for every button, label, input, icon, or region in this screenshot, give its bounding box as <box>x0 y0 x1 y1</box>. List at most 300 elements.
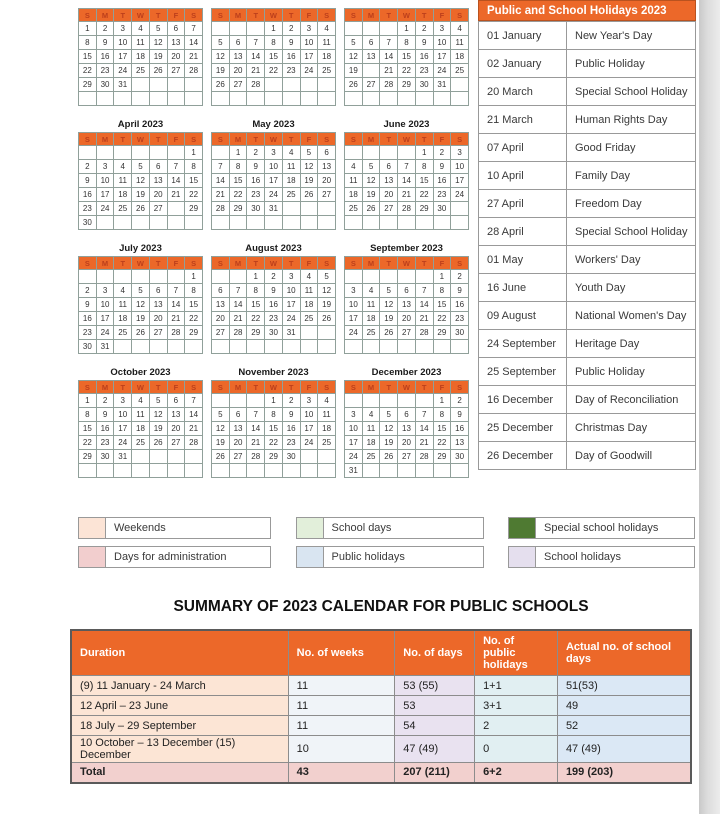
month-table <box>78 256 203 354</box>
day-cell: 3 <box>300 394 318 408</box>
day-cell: 17 <box>114 50 132 64</box>
day-cell: 10 <box>96 298 114 312</box>
summary-cell: 47 (49) <box>395 736 475 763</box>
day-cell: 5 <box>318 270 336 284</box>
day-cell: 6 <box>398 408 416 422</box>
day-cell: 20 <box>398 436 416 450</box>
summary-row <box>71 696 691 716</box>
legend-label: Special school holidays <box>536 517 695 539</box>
day-cell <box>282 78 300 92</box>
day-cell <box>282 202 300 216</box>
day-cell <box>247 394 265 408</box>
day-cell: 12 <box>362 174 380 188</box>
day-cell: 2 <box>282 22 300 36</box>
day-cell: 1 <box>185 146 203 160</box>
day-cell: 18 <box>362 312 380 326</box>
day-cell <box>79 92 97 106</box>
weekday-header: W <box>132 257 150 270</box>
day-cell: 22 <box>433 312 451 326</box>
day-cell: 28 <box>167 202 185 216</box>
day-cell: 14 <box>185 36 203 50</box>
day-cell: 4 <box>282 146 300 160</box>
day-cell: 23 <box>282 436 300 450</box>
summary-row <box>71 736 691 763</box>
day-cell <box>415 270 433 284</box>
day-cell: 28 <box>398 202 416 216</box>
day-cell: 18 <box>132 50 150 64</box>
day-cell: 29 <box>398 78 416 92</box>
day-cell: 23 <box>96 436 114 450</box>
day-cell: 22 <box>229 188 247 202</box>
summary-cell: 10 <box>288 736 395 763</box>
day-cell <box>318 92 336 106</box>
day-cell: 5 <box>380 284 398 298</box>
day-cell: 22 <box>415 188 433 202</box>
day-cell: 7 <box>185 22 203 36</box>
day-cell <box>114 216 132 230</box>
day-cell: 22 <box>79 436 97 450</box>
day-cell: 22 <box>79 64 97 78</box>
day-cell: 5 <box>212 36 230 50</box>
weekday-header: F <box>300 257 318 270</box>
day-cell: 29 <box>79 78 97 92</box>
day-cell: 14 <box>185 408 203 422</box>
day-cell: 9 <box>415 36 433 50</box>
day-cell: 3 <box>345 284 363 298</box>
day-cell: 24 <box>345 450 363 464</box>
day-cell: 30 <box>247 202 265 216</box>
day-cell: 27 <box>212 326 230 340</box>
day-cell: 25 <box>132 436 150 450</box>
day-cell: 1 <box>398 22 416 36</box>
day-cell: 11 <box>451 36 469 50</box>
day-cell: 6 <box>380 160 398 174</box>
day-cell: 26 <box>132 326 150 340</box>
day-cell: 31 <box>282 326 300 340</box>
weekday-header: S <box>185 133 203 146</box>
holiday-date: 25 December <box>479 414 567 442</box>
day-cell: 7 <box>398 160 416 174</box>
day-cell <box>96 464 114 478</box>
day-cell: 15 <box>79 50 97 64</box>
day-cell: 19 <box>300 174 318 188</box>
day-cell: 29 <box>415 202 433 216</box>
day-cell: 3 <box>265 146 283 160</box>
month-table <box>344 256 469 354</box>
day-cell: 4 <box>114 284 132 298</box>
weekday-header: S <box>451 381 469 394</box>
weekday-header: F <box>167 133 185 146</box>
day-cell <box>247 340 265 354</box>
day-cell: 17 <box>265 174 283 188</box>
day-cell: 17 <box>282 298 300 312</box>
summary-header: No. of public holidays <box>475 630 558 676</box>
weekday-header: T <box>380 133 398 146</box>
day-cell: 4 <box>318 394 336 408</box>
holiday-name: Christmas Day <box>567 414 696 442</box>
day-cell <box>185 340 203 354</box>
summary-total-row <box>71 763 691 783</box>
legend-label: School days <box>324 517 484 539</box>
day-cell <box>451 464 469 478</box>
day-cell <box>451 78 469 92</box>
summary-header: No. of weeks <box>288 630 395 676</box>
day-cell: 10 <box>300 36 318 50</box>
month-2 <box>211 8 336 106</box>
day-cell: 30 <box>451 326 469 340</box>
day-cell: 2 <box>79 284 97 298</box>
day-cell: 19 <box>345 64 363 78</box>
day-cell: 28 <box>212 202 230 216</box>
day-cell: 13 <box>167 36 185 50</box>
weekday-header: M <box>362 133 380 146</box>
month-title: July 2023 <box>119 243 162 254</box>
day-cell: 22 <box>265 436 283 450</box>
summary-row <box>71 716 691 736</box>
summary-header: Duration <box>71 630 288 676</box>
day-cell: 10 <box>300 408 318 422</box>
day-cell: 14 <box>229 298 247 312</box>
day-cell: 22 <box>398 64 416 78</box>
day-cell <box>149 450 167 464</box>
day-cell: 15 <box>185 174 203 188</box>
day-cell: 18 <box>318 422 336 436</box>
day-cell <box>167 78 185 92</box>
day-cell: 15 <box>79 422 97 436</box>
day-cell: 10 <box>282 284 300 298</box>
holiday-name: Heritage Day <box>567 330 696 358</box>
weekday-header: M <box>96 381 114 394</box>
holiday-date: 01 May <box>479 246 567 274</box>
day-cell: 12 <box>212 50 230 64</box>
day-cell: 27 <box>229 78 247 92</box>
day-cell: 19 <box>318 298 336 312</box>
month-title: December 2023 <box>371 367 442 378</box>
weekday-header: T <box>282 381 300 394</box>
holidays-table <box>478 21 696 470</box>
day-cell: 16 <box>282 422 300 436</box>
day-cell: 4 <box>362 408 380 422</box>
day-cell <box>114 92 132 106</box>
day-cell <box>132 78 150 92</box>
day-cell: 1 <box>229 146 247 160</box>
summary-cell: 43 <box>288 763 395 783</box>
day-cell: 8 <box>398 36 416 50</box>
day-cell: 5 <box>345 36 363 50</box>
holiday-date: 07 April <box>479 134 567 162</box>
day-cell <box>96 92 114 106</box>
day-cell <box>167 146 185 160</box>
summary-head-row <box>71 630 691 676</box>
day-cell <box>265 464 283 478</box>
holiday-name: Public Holiday <box>567 50 696 78</box>
weekday-header: W <box>132 9 150 22</box>
weekday-header: T <box>282 133 300 146</box>
day-cell: 8 <box>185 160 203 174</box>
holiday-row <box>479 302 696 330</box>
day-cell: 31 <box>265 202 283 216</box>
day-cell: 9 <box>96 36 114 50</box>
summary-cell: 6+2 <box>475 763 558 783</box>
day-cell <box>229 394 247 408</box>
holiday-name: Freedom Day <box>567 190 696 218</box>
day-cell: 2 <box>451 270 469 284</box>
holiday-name: Day of Goodwill <box>567 442 696 470</box>
month-title: June 2023 <box>383 119 430 130</box>
day-cell: 19 <box>362 188 380 202</box>
day-cell: 16 <box>79 312 97 326</box>
day-cell: 7 <box>212 160 230 174</box>
summary-cell: 12 April – 23 June <box>71 696 288 716</box>
day-cell: 30 <box>79 340 97 354</box>
day-cell: 5 <box>132 284 150 298</box>
day-cell: 16 <box>79 188 97 202</box>
day-cell: 9 <box>265 284 283 298</box>
day-cell <box>149 146 167 160</box>
month-8 <box>211 242 336 354</box>
day-cell: 9 <box>79 174 97 188</box>
legend-label: School holidays <box>536 546 695 568</box>
weekday-header: W <box>265 9 283 22</box>
month-11 <box>211 366 336 478</box>
day-cell: 3 <box>300 22 318 36</box>
day-cell: 25 <box>318 436 336 450</box>
day-cell <box>318 78 336 92</box>
weekday-header: S <box>318 9 336 22</box>
month-title: September 2023 <box>370 243 443 254</box>
holiday-date: 21 March <box>479 106 567 134</box>
day-cell <box>185 216 203 230</box>
day-cell: 11 <box>114 298 132 312</box>
day-cell: 29 <box>229 202 247 216</box>
day-cell: 10 <box>345 422 363 436</box>
holiday-date: 27 April <box>479 190 567 218</box>
day-cell: 11 <box>318 408 336 422</box>
day-cell: 12 <box>132 174 150 188</box>
day-cell: 12 <box>318 284 336 298</box>
weekday-header: F <box>433 257 451 270</box>
day-cell: 11 <box>345 174 363 188</box>
day-cell <box>398 464 416 478</box>
day-cell: 2 <box>433 146 451 160</box>
month-10 <box>78 366 203 478</box>
day-cell: 23 <box>282 64 300 78</box>
day-cell <box>212 270 230 284</box>
day-cell: 15 <box>265 422 283 436</box>
legend-swatch <box>508 546 536 568</box>
summary-title: SUMMARY OF 2023 CALENDAR FOR PUBLIC SCHOOLS <box>173 598 589 615</box>
day-cell: 4 <box>114 160 132 174</box>
day-cell: 19 <box>380 436 398 450</box>
summary-cell: 11 <box>288 676 395 696</box>
month-table <box>211 132 336 230</box>
day-cell: 6 <box>212 284 230 298</box>
weekday-header: M <box>229 257 247 270</box>
day-cell: 19 <box>212 436 230 450</box>
day-cell: 18 <box>300 298 318 312</box>
day-cell: 16 <box>451 422 469 436</box>
day-cell: 13 <box>451 436 469 450</box>
day-cell: 28 <box>247 78 265 92</box>
legend-item <box>296 546 484 568</box>
weekday-header: M <box>96 133 114 146</box>
summary-cell: 3+1 <box>475 696 558 716</box>
day-cell <box>433 92 451 106</box>
day-cell <box>185 464 203 478</box>
holiday-row <box>479 50 696 78</box>
day-cell: 24 <box>96 326 114 340</box>
day-cell: 23 <box>79 326 97 340</box>
day-cell: 17 <box>96 188 114 202</box>
weekday-header: F <box>433 133 451 146</box>
day-cell: 18 <box>132 422 150 436</box>
day-cell: 15 <box>433 422 451 436</box>
weekday-header: S <box>345 257 363 270</box>
day-cell <box>114 464 132 478</box>
day-cell: 31 <box>345 464 363 478</box>
holidays-body <box>479 22 696 470</box>
weekday-header: W <box>265 381 283 394</box>
day-cell: 10 <box>265 160 283 174</box>
day-cell: 14 <box>380 50 398 64</box>
day-cell: 17 <box>345 312 363 326</box>
day-cell <box>300 78 318 92</box>
month-5 <box>211 118 336 230</box>
day-cell <box>362 92 380 106</box>
day-cell: 13 <box>318 160 336 174</box>
weekday-header: S <box>79 381 97 394</box>
day-cell: 26 <box>132 202 150 216</box>
holiday-date: 26 December <box>479 442 567 470</box>
day-cell: 29 <box>185 202 203 216</box>
weekday-header: W <box>398 9 416 22</box>
day-cell: 8 <box>247 284 265 298</box>
day-cell: 2 <box>79 160 97 174</box>
day-cell <box>318 202 336 216</box>
day-cell <box>229 22 247 36</box>
day-cell <box>114 146 132 160</box>
day-cell: 2 <box>96 394 114 408</box>
day-cell: 30 <box>96 450 114 464</box>
month-1 <box>78 8 203 106</box>
day-cell: 1 <box>265 394 283 408</box>
day-cell: 14 <box>167 298 185 312</box>
weekday-header: S <box>345 133 363 146</box>
weekday-header: S <box>318 257 336 270</box>
day-cell: 31 <box>96 340 114 354</box>
day-cell <box>451 92 469 106</box>
day-cell <box>282 340 300 354</box>
summary-cell: 10 October – 13 December (15) December <box>71 736 288 763</box>
day-cell <box>132 92 150 106</box>
holiday-row <box>479 78 696 106</box>
day-cell <box>229 340 247 354</box>
day-cell <box>96 146 114 160</box>
day-cell: 4 <box>132 22 150 36</box>
day-cell: 12 <box>212 422 230 436</box>
holiday-row <box>479 386 696 414</box>
day-cell <box>318 464 336 478</box>
weekday-header: T <box>282 257 300 270</box>
day-cell: 17 <box>300 50 318 64</box>
day-cell: 7 <box>185 394 203 408</box>
month-12 <box>344 366 469 478</box>
day-cell: 3 <box>433 22 451 36</box>
day-cell: 4 <box>345 160 363 174</box>
day-cell: 26 <box>212 78 230 92</box>
holiday-name: Youth Day <box>567 274 696 302</box>
month-3 <box>344 8 469 106</box>
holiday-row <box>479 134 696 162</box>
day-cell: 7 <box>415 408 433 422</box>
weekday-header: T <box>114 133 132 146</box>
day-cell: 25 <box>132 64 150 78</box>
weekday-header: M <box>229 9 247 22</box>
day-cell <box>212 146 230 160</box>
weekday-header: T <box>114 257 132 270</box>
day-cell <box>318 216 336 230</box>
day-cell: 13 <box>362 50 380 64</box>
legend-item <box>508 517 695 539</box>
day-cell: 10 <box>345 298 363 312</box>
day-cell: 15 <box>398 50 416 64</box>
month-title: May 2023 <box>252 119 295 130</box>
day-cell: 17 <box>300 422 318 436</box>
legend-item <box>296 517 484 539</box>
weekday-header: T <box>149 9 167 22</box>
day-cell: 8 <box>433 408 451 422</box>
day-cell: 12 <box>300 160 318 174</box>
day-cell: 1 <box>247 270 265 284</box>
day-cell: 18 <box>345 188 363 202</box>
day-cell: 29 <box>433 450 451 464</box>
summary-cell: 0 <box>475 736 558 763</box>
weekday-header: T <box>114 9 132 22</box>
month-table <box>78 132 203 230</box>
day-cell: 27 <box>380 202 398 216</box>
day-cell: 21 <box>415 436 433 450</box>
day-cell: 27 <box>167 436 185 450</box>
holiday-name: Day of Reconciliation <box>567 386 696 414</box>
day-cell: 12 <box>149 36 167 50</box>
day-cell: 11 <box>362 422 380 436</box>
day-cell: 1 <box>185 270 203 284</box>
day-cell <box>79 146 97 160</box>
holiday-name: Public Holiday <box>567 358 696 386</box>
day-cell <box>132 464 150 478</box>
weekday-header: T <box>149 133 167 146</box>
day-cell: 24 <box>345 326 363 340</box>
weekday-header: M <box>229 133 247 146</box>
holiday-name: Special School Holiday <box>567 78 696 106</box>
day-cell: 13 <box>380 174 398 188</box>
day-cell <box>96 216 114 230</box>
holiday-date: 16 December <box>479 386 567 414</box>
day-cell: 29 <box>247 326 265 340</box>
day-cell: 27 <box>229 450 247 464</box>
legend-label: Weekends <box>106 517 271 539</box>
day-cell: 16 <box>415 50 433 64</box>
day-cell: 8 <box>185 284 203 298</box>
holiday-name: Good Friday <box>567 134 696 162</box>
day-cell: 26 <box>345 78 363 92</box>
day-cell: 27 <box>149 326 167 340</box>
day-cell <box>415 340 433 354</box>
day-cell <box>433 216 451 230</box>
day-cell: 20 <box>229 64 247 78</box>
months-grid <box>78 8 469 478</box>
holiday-name: New Year's Day <box>567 22 696 50</box>
